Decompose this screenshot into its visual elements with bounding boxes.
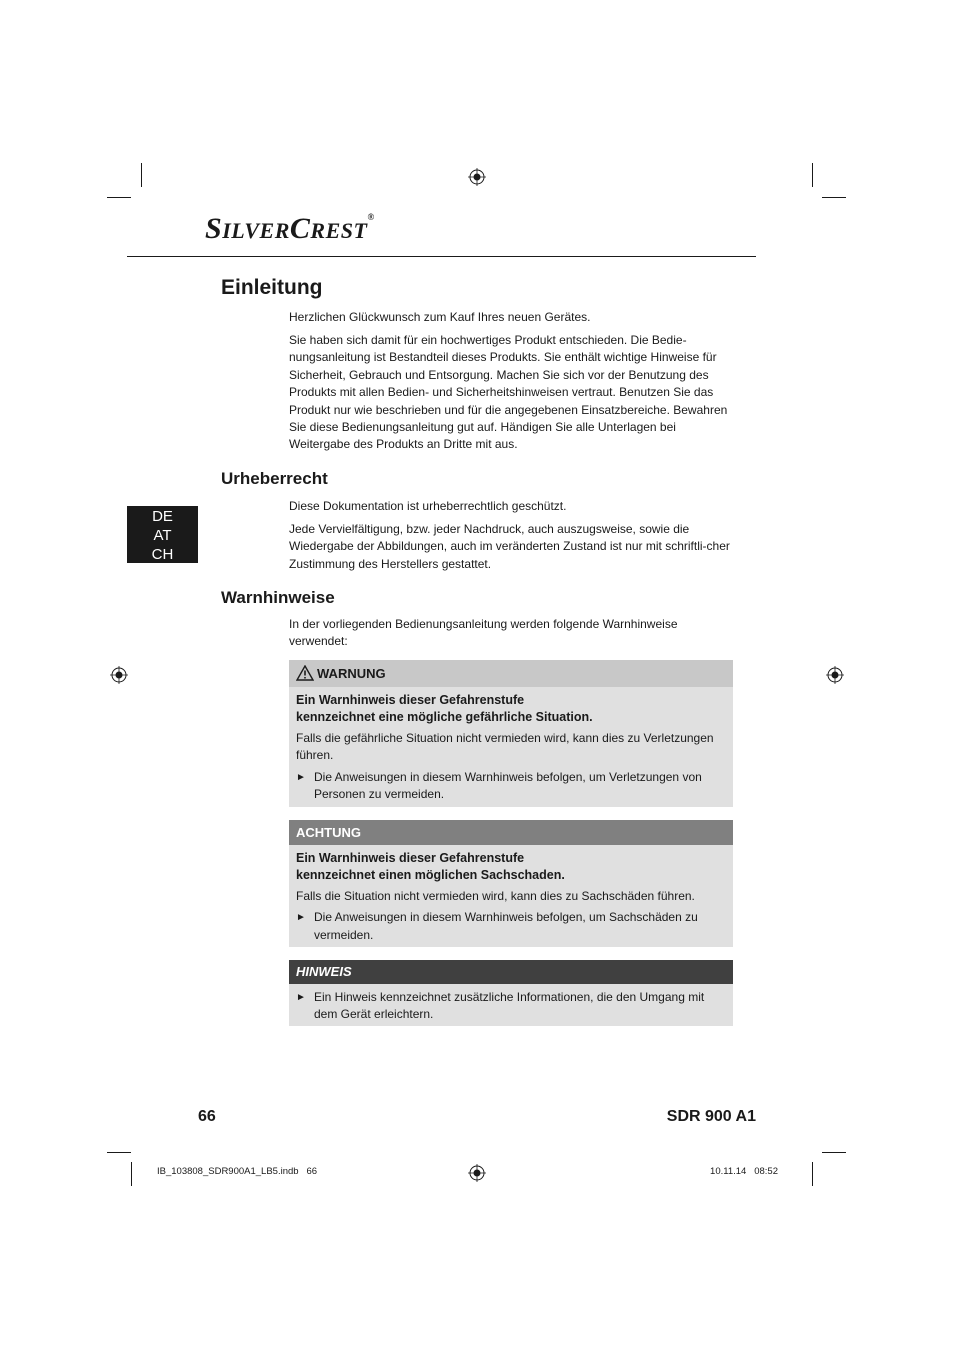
note-box-header bbox=[289, 960, 733, 984]
language-tab bbox=[127, 506, 198, 563]
caution-box-body bbox=[289, 845, 733, 948]
caution-text: Falls die Situation nicht vermieden wird, kann dies zu Sachschäden führen. bbox=[296, 889, 695, 903]
brand-logo: SILVERCREST® bbox=[205, 212, 375, 245]
caution-box-label: ACHTUNG bbox=[296, 825, 361, 840]
registration-mark-icon bbox=[110, 666, 128, 684]
registration-mark-icon bbox=[468, 168, 486, 186]
registration-mark-icon bbox=[826, 666, 844, 684]
page-number: 66 bbox=[198, 1108, 216, 1125]
warning-bold-line: Ein Warnhinweis dieser Gefahrenstufe bbox=[296, 693, 525, 707]
model-number: SDR 900 A1 bbox=[666, 1108, 756, 1125]
warning-bold-line: kennzeichnet eine mögliche gefährliche Situation. bbox=[296, 710, 593, 724]
note-box bbox=[289, 960, 733, 1026]
crop-mark bbox=[812, 163, 813, 187]
warning-box bbox=[289, 660, 733, 807]
caution-box bbox=[289, 820, 733, 947]
note-bullet-text: Ein Hinweis kennzeichnet zusätzliche Informationen, die den Umgang mit dem Gerät erleichtern. bbox=[314, 990, 705, 1022]
arrow-right-icon: ► bbox=[296, 992, 306, 1003]
language-code: AT bbox=[153, 527, 172, 544]
crop-mark bbox=[822, 1152, 846, 1153]
language-code: DE bbox=[152, 508, 173, 525]
warning-triangle-icon bbox=[296, 665, 314, 681]
note-bullet bbox=[296, 989, 725, 1024]
crop-mark bbox=[822, 197, 846, 198]
intro-paragraph-2: Sie haben sich damit für ein hochwertiges Produkt entschieden. Die Bedie-nungsanleitung ist Bestandteil dieses Produkts. Sie enthält wichtige Hinweise für Sicherheit, Gebrauch und Entsorgung. Machen Sie sich vor der Benutzung des Produkts mit allen Bedien- und Sicherheitshinweisen vertraut. Benutzen Sie das Produkt nur wie beschrieben und für die angegebenen Einsatzbereiche. Bewahren Sie diese Bedienungsanleitung gut auf. Händigen Sie alle Unterlagen bei Weitergabe des Produkts an Dritte mit aus. bbox=[289, 333, 728, 452]
intro-paragraph-1: Herzlichen Glückwunsch zum Kauf Ihres neuen Gerätes. bbox=[289, 310, 591, 324]
warning-bullet-text: Die Anweisungen in diesem Warnhinweis befolgen, um Verletzungen von Personen zu vermeiden. bbox=[314, 769, 702, 802]
warning-box-label: WARNUNG bbox=[317, 666, 386, 681]
warning-bullet bbox=[296, 769, 725, 804]
caution-bold-line: Ein Warnhinweis dieser Gefahrenstufe bbox=[296, 851, 525, 865]
warning-box-header bbox=[289, 660, 733, 687]
crop-mark bbox=[812, 1162, 813, 1186]
note-box-label: HINWEIS bbox=[296, 964, 352, 979]
slug-date: 10.11.14 08:52 bbox=[710, 1166, 778, 1177]
warning-text: Falls die gefährliche Situation nicht vermieden wird, kann dies zu Verletzungen führen. bbox=[296, 731, 714, 763]
copyright-paragraph-2: Jede Vervielfältigung, bzw. jeder Nachdruck, auch auszugsweise, sowie die Wiedergabe der Abbildungen, auch im veränderten Zustand ist nur mit schriftli-cher Zustimmung des Herstellers gestattet. bbox=[289, 522, 730, 571]
crop-mark bbox=[141, 163, 142, 187]
caution-bullet-text: Die Anweisungen in diesem Warnhinweis befolgen, um Sachschäden zu vermeiden. bbox=[314, 910, 698, 942]
registration-mark-icon bbox=[468, 1164, 486, 1182]
section-title-intro: Einleitung bbox=[221, 276, 323, 299]
slug-file: IB_103808_SDR900A1_LB5.indb 66 bbox=[157, 1166, 318, 1177]
crop-mark bbox=[107, 197, 131, 198]
section-title-warnings: Warnhinweise bbox=[221, 588, 335, 607]
crop-mark bbox=[107, 1152, 131, 1153]
caution-bold-line: kennzeichnet einen möglichen Sachschaden. bbox=[296, 868, 565, 882]
copyright-paragraph-1: Diese Dokumentation ist urheberrechtlich geschützt. bbox=[289, 499, 567, 513]
header-rule bbox=[127, 256, 756, 257]
caution-box-header bbox=[289, 820, 733, 845]
section-title-copyright: Urheberrecht bbox=[221, 469, 328, 488]
warning-box-body bbox=[289, 687, 733, 808]
arrow-right-icon: ► bbox=[296, 912, 306, 924]
language-code: CH bbox=[151, 546, 174, 563]
crop-mark bbox=[131, 1162, 132, 1186]
note-box-body bbox=[289, 984, 733, 1028]
warnings-paragraph-1: In der vorliegenden Bedienungsanleitung werden folgende Warnhinweise verwendet: bbox=[289, 617, 678, 649]
arrow-right-icon: ► bbox=[296, 771, 306, 783]
caution-bullet bbox=[296, 909, 725, 944]
